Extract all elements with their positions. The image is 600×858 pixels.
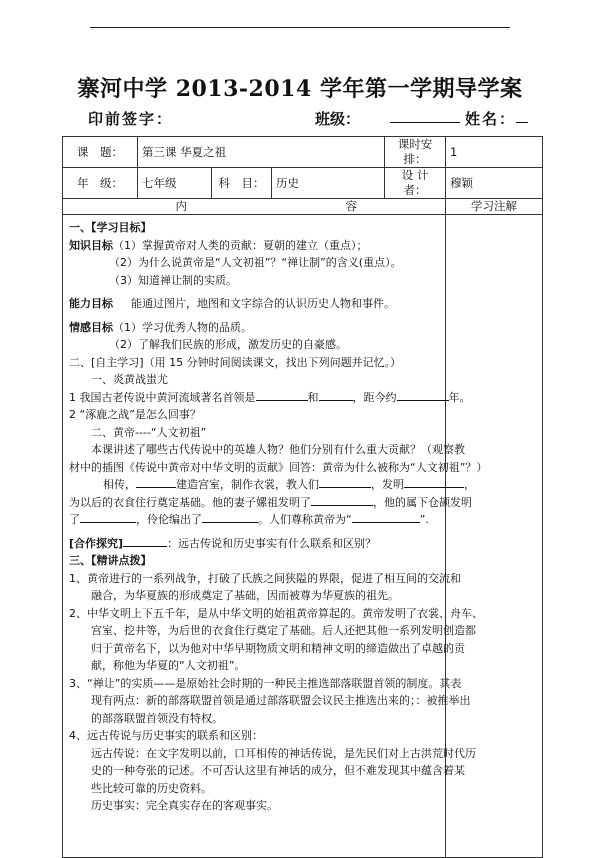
p5-blank-3[interactable]: [352, 511, 420, 523]
lesson-label: 课 题：: [63, 137, 138, 168]
p4-blank-1[interactable]: [311, 494, 373, 506]
note-4-fact: 历史事实：完全真实存在的客观事实。: [91, 799, 278, 812]
note-3-line-3: 的部落联盟首领没有特权。: [91, 711, 223, 725]
subject-value: 历史: [272, 168, 385, 199]
section-explain-heading: 三、【精讲点拨】: [69, 554, 152, 567]
header-rule: [90, 27, 510, 28]
p3-blank-1[interactable]: [136, 476, 176, 488]
emotion-goal-1: [69, 319, 439, 337]
page-title: 寨河中学 2013-2014 学年第一学期导学案: [77, 76, 523, 102]
emotion-label: 情感目标: [69, 320, 113, 334]
row-lesson: [63, 137, 543, 168]
class-label: 班级：: [315, 110, 361, 128]
row-grade: [63, 168, 543, 199]
q1-blank-1[interactable]: [256, 389, 308, 401]
note-4-heading: 4、远古传说与历史事实的联系和区别：: [69, 729, 263, 742]
p5-blank-2[interactable]: [202, 511, 258, 523]
lesson-value: 第三课 华夏之祖: [138, 137, 385, 168]
content-heading-b: 容: [345, 199, 357, 213]
p3-text-a: 相传，: [103, 478, 136, 491]
p5-text-c: 。人们尊称黄帝为“: [258, 513, 352, 526]
hours-value: 1: [446, 137, 543, 168]
note-4-legend-3: 些比较可靠的历史资料。: [91, 781, 212, 795]
content-heading-a: 内: [175, 199, 187, 213]
note-4-legend-2: 史的一种夸张的记述。不可否认这里有神话的成分，但不难发现其中蕴含着某: [91, 764, 465, 777]
hours-label: 课时安排：: [385, 137, 446, 168]
paragraph-2: 材中的插图《传说中黄帝对中华文明的贡献》回答：黄帝为什么被称为“人文初祖”？）: [69, 460, 488, 474]
paragraph-3: [69, 476, 475, 494]
paragraph-1: 本课讲述了哪些古代传说中的英雄人物？他们分别有什么重大贡献？（观察教: [91, 443, 465, 456]
ability-goal: [69, 295, 439, 313]
note-4-legend-1: 远古传说：在文字发明以前，口耳相传的神话传说，是先民们对上古洪荒时代历: [91, 746, 476, 760]
p5-text-d: ”.: [419, 513, 429, 526]
sub-heading-huangdi: 二、黄帝----“人文初祖”: [91, 425, 207, 439]
p3-blank-3[interactable]: [404, 476, 464, 488]
designer-value: 穆颖: [446, 168, 543, 199]
emotion-goal-2: （2）了解我们民族的形成，激发历史的自豪感。: [109, 338, 347, 351]
grade-label: 年 级：: [63, 168, 138, 199]
section-goals-heading: 一、【学习目标】: [69, 221, 152, 234]
lesson-table: [62, 136, 543, 858]
signature-row: [70, 108, 530, 132]
knowledge-goal-3: （3）知道禅让制的实质。: [109, 273, 237, 287]
p3-text-b: 建造宫室，制作衣裳，教人们: [176, 478, 319, 491]
question-2: 2 “涿鹿之战”是怎么回事？: [69, 408, 201, 421]
cooperative-inquiry: [69, 535, 439, 553]
p5-text-a: 了: [69, 513, 80, 526]
grade-value: 七年级: [138, 168, 212, 199]
q1-text-b: 和: [307, 390, 319, 404]
name-label: 姓名：: [465, 110, 517, 128]
note-2-line-3: 归于黄帝名下，以为他对中华早期物质文明和精神文明的缔造做出了卓越的贡: [91, 641, 465, 655]
note-2-line-4: 献，称他为华夏的“人文初祖”。: [91, 659, 246, 672]
ability-label: 能力目标: [69, 297, 113, 310]
p3-text-d: ，: [464, 478, 475, 491]
content-cell: [63, 215, 488, 858]
content-heading: [63, 199, 446, 215]
row-headings: [63, 199, 543, 215]
name-blank: [516, 122, 528, 123]
q1-text-d: 年。: [448, 390, 471, 404]
knowledge-label: 知识目标: [69, 238, 113, 252]
note-3-line-2: 现有两点：新的部落联盟首领是通过部落联盟会议民主推选出来的；：被推举出: [91, 694, 471, 707]
note-3-line-1: 3、“禅让”的实质——是原始社会时期的一种民主推选部落联盟首领的制度。其表: [69, 676, 462, 690]
knowledge-1-text: （1）掌握黄帝对人类的贡献：夏朝的建立（重点）；: [113, 238, 368, 252]
note-2-line-2: 宫室、挖井等，为后世的衣食住行奠定了基础。后人还把其他一系列发明创造都: [91, 624, 476, 637]
knowledge-goal-2: （2）为什么说黄帝是“人文初祖”？“禅让制”的含义(重点）。: [109, 256, 402, 269]
sign-label: 印前签字：: [88, 110, 174, 128]
note-1-line-2: 融合，为华夏族的形成奠定了基础，因而被尊为华夏族的祖先。: [91, 589, 399, 602]
p3-blank-2[interactable]: [319, 476, 371, 488]
coop-text: ：远古传说和历史事实有什么联系和区别？: [167, 536, 377, 550]
q1-blank-2[interactable]: [319, 389, 353, 401]
p4-text-b: ，他的属下仓颉发明: [373, 495, 472, 509]
coop-label: [合作探究]: [69, 536, 124, 550]
coop-blank[interactable]: [123, 535, 167, 547]
knowledge-goal-1: [69, 237, 439, 255]
ability-text: 能通过图片，地图和文字综合的认识历史人物和事件。: [131, 297, 395, 310]
note-1-line-1: 1、黄帝进行的一系列战争，打破了氏族之间狭隘的界限，促进了相互间的交流和: [69, 571, 461, 585]
section-self-study-heading: 二、[自主学习]（用 15 分钟时间阅读课文，找出下列问题并记忆。）: [69, 355, 402, 369]
p5-text-b: ，伶伦编出了: [136, 513, 202, 526]
sub-heading-yanhuang: 一、炎黄战蚩尤: [91, 373, 168, 386]
designer-label: 设 计 者：: [385, 168, 446, 199]
q1-text-a: 1 我国古老传说中黄河流域著名首领是: [69, 390, 256, 404]
q1-text-c: ，距今约: [352, 390, 397, 404]
notes-heading: 学习注解: [446, 199, 543, 215]
class-blank: [390, 122, 460, 123]
subject-label: 科 目：: [212, 168, 272, 199]
paragraph-5: [69, 511, 439, 529]
p5-blank-1[interactable]: [80, 511, 136, 523]
paragraph-4: [69, 494, 472, 512]
row-content: [63, 215, 543, 858]
p3-text-c: ，发明: [371, 478, 404, 491]
p4-text-a: 为以后的衣食住行奠定基础。他的妻子嫘祖发明了: [69, 495, 311, 509]
q1-blank-3[interactable]: [397, 389, 449, 401]
note-2-line-1: 2、中华文明上下五千年，是从中华文明的始祖黄帝算起的。黄帝发明了衣裳、舟车、: [69, 606, 483, 620]
question-1: [69, 389, 471, 407]
emotion-1-text: （1）学习优秀人物的品质。: [113, 320, 252, 334]
